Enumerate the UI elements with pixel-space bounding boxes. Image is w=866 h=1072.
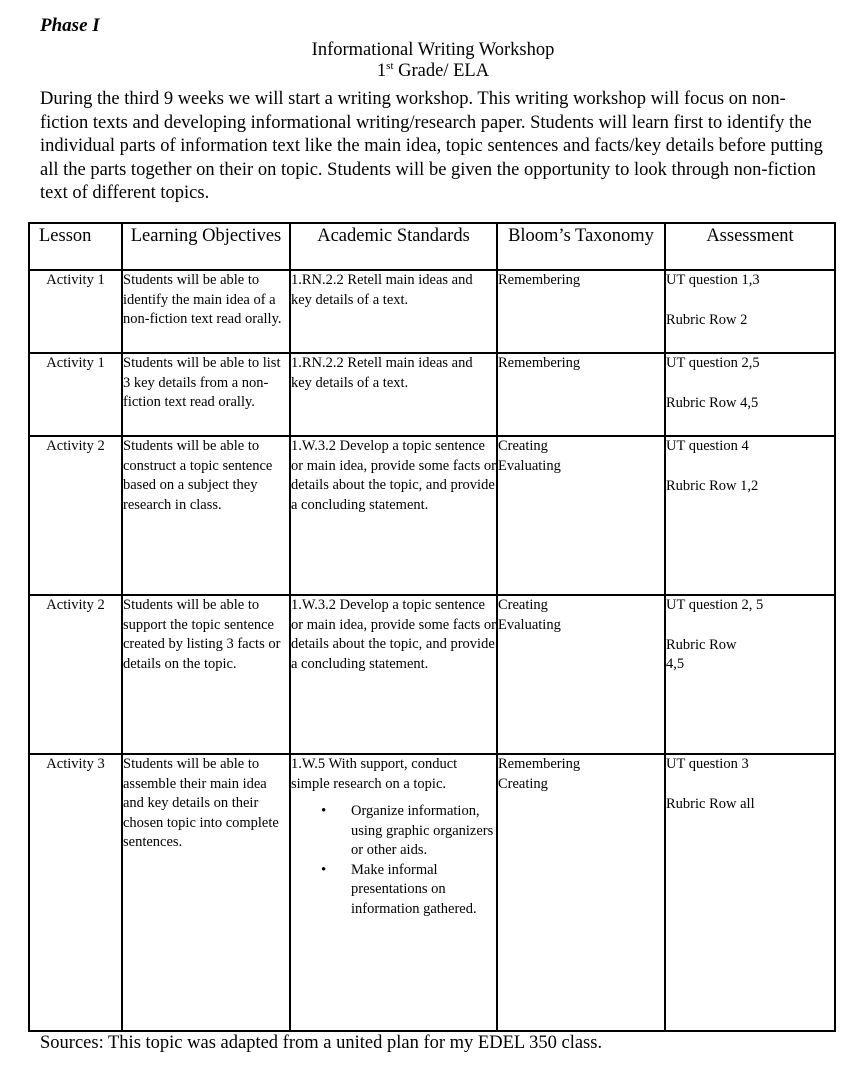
blooms-level: Remembering	[498, 355, 581, 371]
grade-subject-line	[0, 61, 866, 82]
lesson-plan-table	[28, 222, 836, 1032]
blooms-cell	[497, 754, 665, 1031]
blooms-cell	[497, 595, 665, 754]
table-row	[29, 754, 835, 1031]
assessment-cell	[665, 754, 835, 1031]
standard-cell: 1.W.3.2 Develop a topic sentence or main idea, provide some facts or details about the topic, and provide a concluding statement.	[290, 436, 497, 595]
assessment-cell	[665, 353, 835, 436]
blooms-level: Remembering	[498, 756, 581, 772]
intro-paragraph: During the third 9 weeks we will start a writing workshop. This writing workshop will focus on non-fiction texts and developing informational writing/research paper. Students will learn first to identify the individual parts of information text like the main idea, topic sentences and facts/key details before putting all the parts together on their on topic. Students will be given the opportunity to look through non-fiction text of different topics.	[40, 89, 823, 203]
lesson-cell: Activity 3	[29, 754, 122, 1031]
blooms-level: Creating	[498, 775, 548, 792]
standard-bullet-list	[291, 802, 496, 919]
grade-ordinal: st	[386, 59, 394, 72]
objective-cell: Students will be able to support the topic sentence created by listing 3 facts or details on the topic.	[122, 595, 290, 754]
assessment-question: UT question 1,3	[666, 272, 760, 288]
phase-heading: Phase I	[40, 15, 100, 36]
standard-cell: 1.RN.2.2 Retell main ideas and key details of a text.	[290, 270, 497, 353]
blooms-cell	[497, 353, 665, 436]
assessment-rubric: Rubric Row 2	[666, 311, 748, 328]
table-header-row	[29, 223, 835, 270]
blooms-cell	[497, 270, 665, 353]
blooms-level: Creating	[498, 597, 548, 613]
bullet-text: Make informal presentations on information gathered.	[351, 861, 477, 917]
assessment-question: UT question 2, 5	[666, 597, 764, 613]
sources-note: Sources: This topic was adapted from a united plan for my EDEL 350 class.	[40, 1033, 603, 1053]
header-assessment: Assessment	[665, 223, 835, 270]
document-title	[0, 40, 866, 82]
header-lesson: Lesson	[29, 223, 122, 270]
assessment-cell	[665, 436, 835, 595]
table-row	[29, 270, 835, 353]
blooms-cell	[497, 436, 665, 595]
bullet-icon: •	[321, 803, 327, 819]
blooms-level: Remembering	[498, 272, 581, 288]
bullet-icon: •	[321, 861, 327, 878]
header-learning-objectives: Learning Objectives	[122, 223, 290, 270]
standard-cell: 1.RN.2.2 Retell main ideas and key details of a text.	[290, 353, 497, 436]
blooms-level: Evaluating	[498, 616, 561, 633]
objective-cell: Students will be able to identify the main idea of a non-fiction text read orally.	[122, 270, 290, 353]
standard-cell: 1.W.3.2 Develop a topic sentence or main idea, provide some facts or details about the topic, and provide a concluding statement.	[290, 595, 497, 754]
header-blooms-taxonomy: Bloom’s Taxonomy	[497, 223, 665, 270]
assessment-rubric: Rubric Row 4,5	[666, 394, 759, 411]
lesson-cell: Activity 1	[29, 270, 122, 353]
assessment-cell	[665, 270, 835, 353]
assessment-rubric: Rubric Row 4,5	[666, 636, 737, 672]
standard-bullet-item	[321, 802, 496, 861]
lesson-cell: Activity 2	[29, 436, 122, 595]
assessment-cell	[665, 595, 835, 754]
objective-cell: Students will be able to list 3 key details from a non-fiction text read orally.	[122, 353, 290, 436]
assessment-question: UT question 2,5	[666, 355, 760, 371]
objective-cell: Students will be able to construct a topic sentence based on a subject they research in class.	[122, 436, 290, 595]
header-academic-standards: Academic Standards	[290, 223, 497, 270]
lesson-cell: Activity 2	[29, 595, 122, 754]
blooms-level: Creating	[498, 438, 548, 454]
grade-subject: Grade/ ELA	[393, 61, 490, 81]
grade-number: 1	[376, 61, 387, 81]
title-line: Informational Writing Workshop	[311, 40, 555, 60]
standard-cell	[290, 754, 497, 1031]
lesson-cell: Activity 1	[29, 353, 122, 436]
assessment-rubric: Rubric Row all	[666, 795, 755, 812]
bullet-text: Organize information, using graphic organizers or other aids.	[351, 803, 494, 858]
table-row	[29, 595, 835, 754]
assessment-rubric: Rubric Row 1,2	[666, 477, 759, 494]
table-row	[29, 353, 835, 436]
blooms-level: Evaluating	[498, 457, 561, 474]
standard-text: 1.W.5 With support, conduct simple research on a topic.	[291, 756, 458, 792]
standard-bullet-item	[321, 861, 496, 920]
objective-cell: Students will be able to assemble their main idea and key details on their chosen topic into complete sentences.	[122, 754, 290, 1031]
assessment-question: UT question 3	[666, 756, 749, 772]
assessment-question: UT question 4	[666, 438, 749, 454]
table-row	[29, 436, 835, 595]
